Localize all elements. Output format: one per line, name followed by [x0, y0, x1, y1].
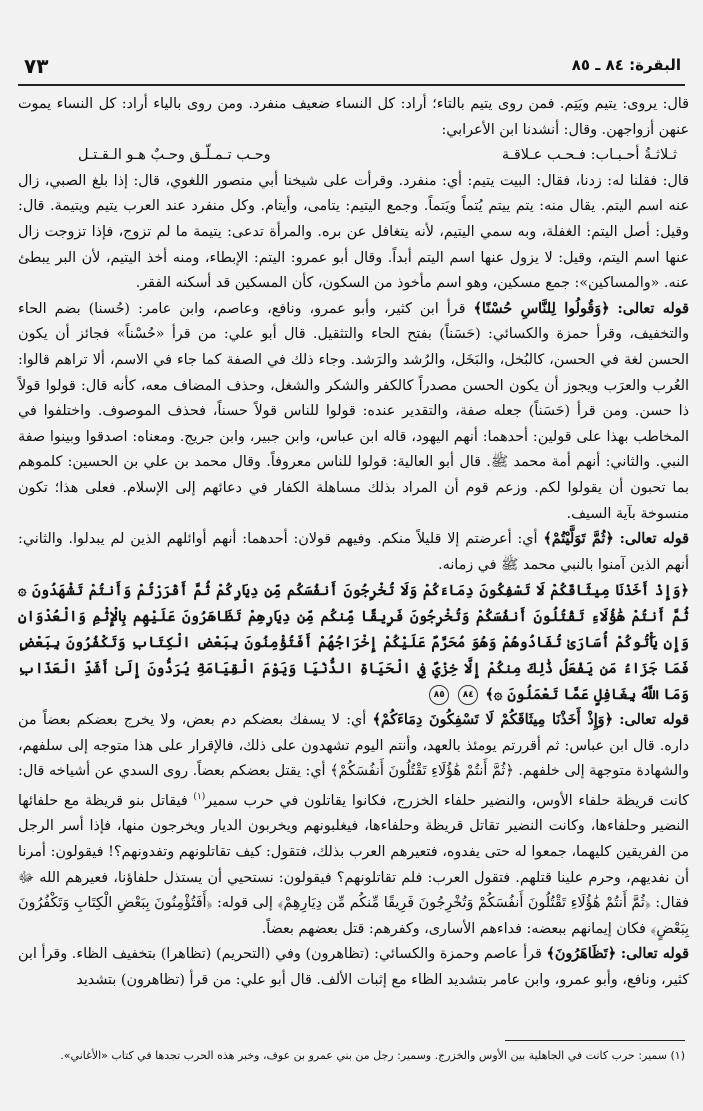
- section-label: قوله تعالى:: [617, 300, 689, 317]
- paragraph-1: قال: يروى: يتيم ويَتِم. فمن روى يتيم بالتاء؛ أراد: كل النساء ضعيف منفرد. ومن روى بالياء أراد: كل النساء يموت عنهن أزواجهن. وقال: أنشدنا ابن الأعرابي:: [18, 96, 689, 138]
- paragraph-text: قرأ ابن كثير، وأبو عمرو، ونافع، وعاصم، وابن عامر: (حُسنا) بضم الحاء والتخفيف، وقرأ حمزة والكسائي: (حَسَناً) بفتح الحاء والتثقيل. قال أبو علي: من قرأ «حُسْناً» فجائز أن يكون الحسن لغة في الحسن، كالبُخل، والبَخَل، والرُشد والرَشد. وجاء ذلك في الصفة كما جاء في الاسم، ألا تراهم قالوا: العُرب والعرَب ويجوز أن يكون الحسن مصدراً كالكفر والشكر والشغل، وحذف المضاف معه، كأنه قال: قولوا قولاً ذا حسن. ومن قرأ (حَسَناً) جعله صفة، والتقدير عنده: قولوا للناس قولاً حسناً، فحذف الموصوف. واختلفوا في المخاطب بهذا على قولين: أحدهما: أنهم اليهود، قاله ابن عباس، وابن جبير، وابن جريج. ومعناه: اصدقوا وبينوا صفة النبي. والثاني: أنهم أمة محمد ﷺ. قال أبو العالية: قولوا للناس معروفاً. وقال محمد بن علي بن الحسين: كلموهم بما تحبون أن يقولوا لكم. وزعم قوم أن المراد بذلك مساهلة الكفار في دعائهم إلى الإسلام. فعلى هذا؛ تكون منسوخة بآية السيف.: [18, 300, 689, 522]
- paragraph-text: أي: لا يسفك بعضكم دم بعض، ولا يخرج بعضكم بعضاً من داره. قال ابن عباس: ثم أقررتم يومئذ بالعهد، وأنتم اليوم تشهدون على ذلك، فالإقرار على هذا متوجه إلى سلفهم، والشهادة متوجهة إلى خلفهم. ﴿ثُمَّ أَنتُمْ هَٰؤُلَاءِ تَقْتُلُونَ أَنفُسَكُمْ﴾ أي: يقتل بعضكم بعضاً. روى السدي عن أشياخه قال: كانت قريظة حلفاء الأوس، والنضير حلفاء الخزرج، فكانوا يقاتلون في حرب سمير: [18, 712, 689, 809]
- footnote-divider: [505, 1040, 685, 1041]
- paragraph-text-continued: فيقاتل بنو قريظة مع حلفائها النضير وحلفاءها، وكانت النضير تقاتل قريظة وحلفاءها، فيغلبونهم ويخربون الديار ويخرجون منها، فإذا أسر الرجل من الفريقين كليهما، جمعوا له حتى يفدوه، فتعيرهم العرب بذلك، فتقول: كيف تقاتلونهم وتفدونهم؟! فيقولون: أمرنا أن نفديهم، وحرم علينا قتلهم. فتقول العرب: فلم تقاتلونهم؟ فيقولون: نستحيي أن يستذل حلفاؤنا، فعيرهم الله ﷻ فقال: ﴿ثُمَّ أَنتُمْ هَٰؤُلَاءِ تَقْتُلُونَ أَنفُسَكُمْ وَتُخْرِجُونَ فَرِيقًا مِّنكُم مِّن دِيَارِهِمْ﴾ إلى قوله: ﴿أَفَتُؤْمِنُونَ بِبَعْضِ الْكِتَابِ وَتَكْفُرُونَ بِبَعْضٍ﴾ فكان إيمانهم ببعضه: فداءهم الأسارى، وكفرهم: قتل بعضهم بعضاً.: [18, 792, 689, 937]
- section-label: قوله تعالى:: [619, 712, 689, 729]
- section-label: قوله تعالى:: [619, 531, 689, 548]
- footnote: (١) سمير: حرب كانت في الجاهلية بين الأوس والخزرج. وسمير: رجل من بني عمرو بن عوف، وخبر هذه الحرب تجدها في كتاب «الأغاني».: [60, 1049, 685, 1062]
- ayah-number-84: ٨٤: [458, 685, 478, 705]
- verse-quote: ﴿وَقُولُوا لِلنَّاسِ حُسْنًا﴾: [473, 300, 610, 317]
- verse-quote: ﴿وَإِذْ أَخَذْنَا مِيثَاقَكُمْ لَا تَسْفِكُونَ دِمَاءَكُمْ﴾: [372, 712, 613, 729]
- paragraph-text: قرأ عاصم وحمزة والكسائي: (تظاهرون) وفي (التحريم) (تظاهرا) بتخفيف الظاء. وقرأ ابن كثير، ونافع، وأبو عمرو، وابن عامر بتشديد الظاء مع إثبات الألف. قال أبو علي: من قرأ (تظاهرون) بتشديد: [18, 946, 689, 988]
- footnote-ref[interactable]: (١): [193, 792, 206, 803]
- section-label: قوله تعالى:: [620, 946, 689, 963]
- paragraph-3: [18, 297, 689, 527]
- poem-hemistich-left: وحـب تـمـلّـق وحـبٌ هـو الـقـتـل: [78, 147, 271, 164]
- surah-range: البقرة: ٨٤ ـ ٨٥: [571, 56, 681, 74]
- paragraph-5: [18, 708, 689, 942]
- page-header: [18, 50, 685, 80]
- paragraph-4: [18, 527, 689, 578]
- quran-verses-84-85: [18, 578, 689, 708]
- paragraph-text: أي: أعرضتم إلا قليلاً منكم. وفيهم قولان: أحدهما: أنهم أوائلهم الذين لم يبدلوا. والثاني: أنهم الذين آمنوا بالنبي محمد ﷺ في زمانه.: [18, 531, 689, 573]
- quran-text: ﴿وَإِذْ أَخَذْنَا مِيثَاقَكُمْ لَا تَسْفِكُونَ دِمَاءَكُمْ وَلَا تُخْرِجُونَ أَنفُسَكُم مِّن دِيَارِكُمْ ثُمَّ أَقْرَرْتُمْ وَأَنتُمْ تَشْهَدُونَ ۞ ثُمَّ أَنتُمْ هَٰؤُلَاءِ تَقْتُلُونَ أَنفُسَكُمْ وَتُخْرِجُونَ فَرِيقًا مِّنكُم مِّن دِيَارِهِمْ تَظَاهَرُونَ عَلَيْهِم بِالْإِثْمِ وَالْعُدْوَانِ وَإِن يَأْتُوكُمْ أُسَارَىٰ تُفَادُوهُمْ وَهُوَ مُحَرَّمٌ عَلَيْكُمْ إِخْرَاجُهُمْ أَفَتُؤْمِنُونَ بِبَعْضِ الْكِتَابِ وَتَكْفُرُونَ بِبَعْضٍ فَمَا جَزَاءُ مَن يَفْعَلُ ذَٰلِكَ مِنكُمْ إِلَّا خِزْيٌ فِي الْحَيَاةِ الدُّنْيَا وَيَوْمَ الْقِيَامَةِ يُرَدُّونَ إِلَىٰ أَشَدِّ الْعَذَابِ وَمَا اللَّهُ بِغَافِلٍ عَمَّا تَعْمَلُونَ ۞﴾: [18, 582, 689, 704]
- paragraph-6: [18, 942, 689, 993]
- page-number: ٧٣: [24, 54, 49, 78]
- verse-quote: ﴿ثُمَّ تَوَلَّيْتُمْ﴾: [543, 531, 614, 548]
- poem-line: [18, 143, 689, 169]
- main-text: [18, 92, 689, 994]
- header-divider: [18, 84, 685, 86]
- poem-hemistich-right: ثـلاثـةُ أحـبـاب: فـحـب عـلاقـة: [501, 147, 677, 164]
- verse-quote: ﴿تَظَاهَرُونَ﴾: [546, 946, 617, 963]
- paragraph-2: قال: فقلنا له: زدنا، فقال: البيت يتيم: أي: منفرد. وقرأت على شيخنا أبي منصور اللغوي، قال: إذا بلغ الصبي، زال عنه اسم اليتم. يقال منه: يتم ييتم يُتماً ويَتماً. وجمع اليتيم: يتامى، وأيتام. وكل منفرد عند العرب يتيم ويتيمة. قال: وقيل: أصل اليتم: الغفلة، وبه سمي اليتيم، لأنه يتغافل عن بره. والمرأة تدعى: يتيمة ما لم تزوج، فإذا تزوجت زال عنها اسم اليتم، وقيل: لا يزول عنها اسم اليتم أبداً. وقال أبو عمرو: اليتم: الإبطاء، ومنه أخذ اليتيم، لأن البر يبطئ عنه. «والمساكين»: جمع مسكين، وهو اسم مأخوذ من السكون، كأن المسكين قد أسكنه الفقر.: [18, 172, 689, 292]
- ayah-number-85: ٨٥: [429, 685, 449, 705]
